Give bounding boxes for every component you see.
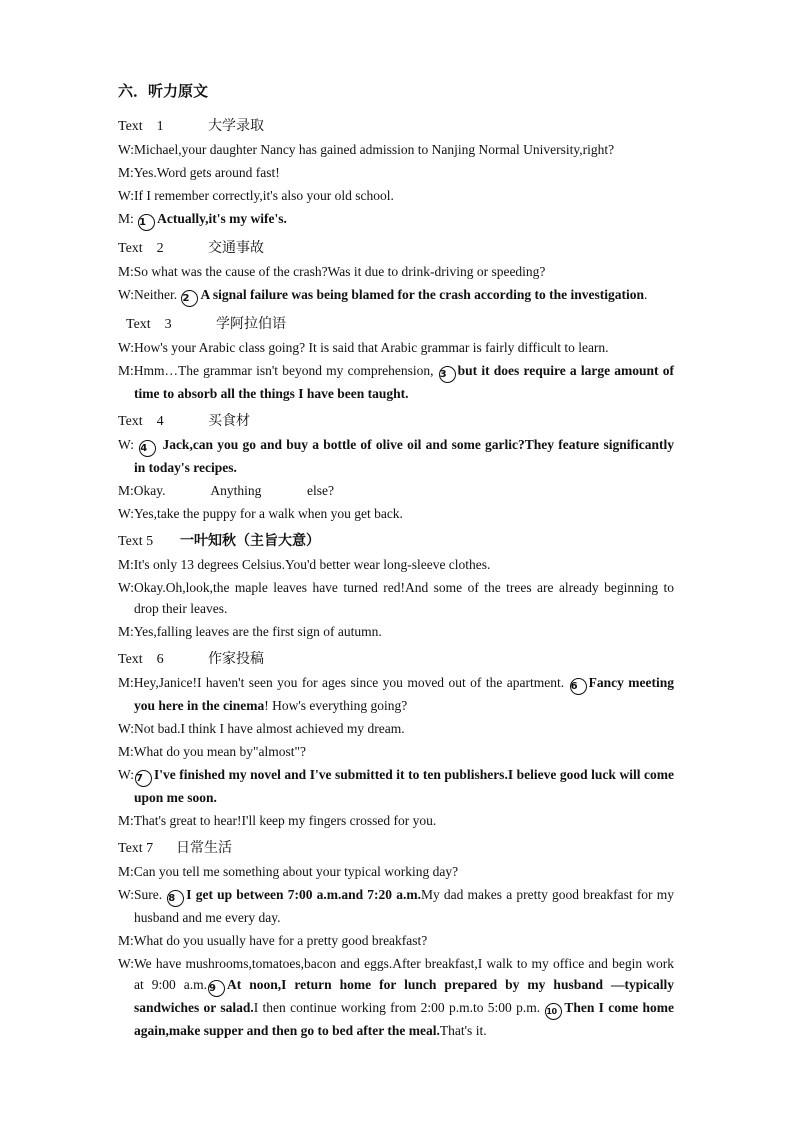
text-1-line-3: W:If I remember correctly,it's also your old school. <box>118 188 394 203</box>
text-3-topic: 学阿拉伯语 <box>216 316 286 332</box>
text-2-line-1: M:So what was the cause of the crash?Was it due to drink-driving or speeding? <box>118 264 546 279</box>
text-1-line-1: W:Michael,your daughter Nancy has gained admission to Nanjing Normal University,right? <box>118 142 615 157</box>
key-sentence: I get up between 7:00 a.m.and 7:20 a.m. <box>186 887 421 902</box>
key-sentence: I've finished my novel and I've submitted it to ten publishers.I believe good luck will come upon me soon. <box>134 767 674 805</box>
text-1-topic: 大学录取 <box>208 118 264 134</box>
key-sentence: Jack,can you go and buy a bottle of olive oil and some garlic?They feature significantly in today's recipes. <box>134 437 674 475</box>
speaker-prefix: M: <box>118 211 138 226</box>
circled-number-10: 10 <box>545 1003 562 1020</box>
sentence-end: . <box>644 287 648 302</box>
circled-number-1: 1 <box>138 214 155 231</box>
circled-number-3: 3 <box>439 366 456 383</box>
text-7-label: Text 7 <box>118 841 154 856</box>
text-6-label: Text 6 <box>118 652 164 667</box>
circled-number-6: 6 <box>570 678 587 695</box>
text-1-line-2: M:Yes.Word gets around fast! <box>118 165 280 180</box>
text-6-line-3: M:What do you mean by"almost"? <box>118 744 306 759</box>
text-4-line-1 <box>118 434 674 478</box>
speaker-text-end: That's it. <box>439 1023 487 1038</box>
key-sentence: A signal failure was being blamed for the crash according to the investigation <box>200 287 644 302</box>
key-sentence-2: Then I come home again,make supper and then go to bed after the meal. <box>134 1000 675 1038</box>
text-3-line-1: W:How's your Arabic class going? It is said that Arabic grammar is fairly difficult to learn. <box>118 340 609 355</box>
speaker-prefix: W: <box>118 767 134 782</box>
speaker-text: M:Hey,Janice!I haven't seen you for ages since you moved out of the apartment. <box>118 675 569 690</box>
circled-number-8: 8 <box>167 890 184 907</box>
text-6-topic: 作家投稿 <box>208 651 264 667</box>
section-title: 六．听力原文 <box>118 82 209 100</box>
text-5-topic: 一叶知秋（主旨大意） <box>180 533 320 549</box>
text-6-line-4 <box>118 764 674 808</box>
text-4-heading <box>118 410 674 430</box>
text-1-label: Text 1 <box>118 119 164 134</box>
text-5-label: Text 5 <box>118 534 154 549</box>
text-2-line-2 <box>118 284 674 307</box>
text-6-line-1 <box>118 672 674 716</box>
text-7-line-2 <box>118 884 674 928</box>
key-sentence: but it does require a large amount of time to absorb all the things I have been taught. <box>134 363 674 401</box>
text-1-line-4 <box>118 208 674 231</box>
text-4-topic: 买食材 <box>208 413 250 429</box>
key-sentence: Fancy meeting you here in the cinema <box>134 675 674 713</box>
key-sentence: Actually,it's my wife's. <box>157 211 287 226</box>
text-7-line-1: M:Can you tell me something about your typical working day? <box>118 864 459 879</box>
text-5-line-3: M:Yes,falling leaves are the first sign of autumn. <box>118 624 382 639</box>
text-4-label: Text 4 <box>118 414 164 429</box>
text-7-line-3: M:What do you usually have for a pretty good breakfast? <box>118 933 428 948</box>
text-2-label: Text 2 <box>118 241 164 256</box>
speaker-text: W:We have mushrooms,tomatoes,bacon and eggs.After breakfast,I walk to my office and begin work at 9:00 a.m. <box>118 956 674 992</box>
text-1-heading <box>118 115 674 135</box>
speaker-prefix: W:Neither. <box>118 287 181 302</box>
text-4-line-3: W:Yes,take the puppy for a walk when you get back. <box>118 506 403 521</box>
speaker-text-end: My dad makes a pretty good breakfast for my husband and me every day. <box>134 887 674 925</box>
text-7-topic: 日常生活 <box>176 840 232 856</box>
text-7-heading <box>118 837 674 857</box>
text-3-heading <box>118 313 674 333</box>
speaker-text: M:Hmm…The grammar isn't beyond my comprehension, <box>118 363 438 378</box>
text-2-heading <box>118 237 674 257</box>
speaker-prefix: W: <box>118 437 139 452</box>
text-4-line-2: M:Okay. Anything else? <box>118 483 334 498</box>
circled-number-2: 2 <box>181 290 198 307</box>
speaker-text-mid: I then continue working from 2:00 p.m.to 5:00 p.m. <box>253 1000 545 1015</box>
key-sentence: At noon,I return home for lunch prepared by my husband —typically sandwiches or salad. <box>134 977 674 1015</box>
circled-number-9: 9 <box>208 980 225 997</box>
speaker-prefix: W:Sure. <box>118 887 167 902</box>
text-5-heading <box>118 530 674 550</box>
speaker-text-end: ! How's everything going? <box>264 698 408 713</box>
text-5-line-2: W:Okay.Oh,look,the maple leaves have turned red!And some of the trees are already beginning to drop their leaves. <box>118 580 674 616</box>
text-2-topic: 交通事故 <box>208 240 264 256</box>
text-6-line-2: W:Not bad.I think I have almost achieved my dream. <box>118 721 405 736</box>
circled-number-7: 7 <box>135 770 152 787</box>
text-7-line-4 <box>118 953 674 1041</box>
text-3-line-2 <box>118 360 674 404</box>
text-5-line-1: M:It's only 13 degrees Celsius.You'd better wear long-sleeve clothes. <box>118 557 491 572</box>
text-6-heading <box>118 648 674 668</box>
circled-number-4: 4 <box>139 440 156 457</box>
listening-transcript <box>118 80 674 1043</box>
text-3-label: Text 3 <box>126 317 172 332</box>
text-6-line-5: M:That's great to hear!I'll keep my fingers crossed for you. <box>118 813 437 828</box>
